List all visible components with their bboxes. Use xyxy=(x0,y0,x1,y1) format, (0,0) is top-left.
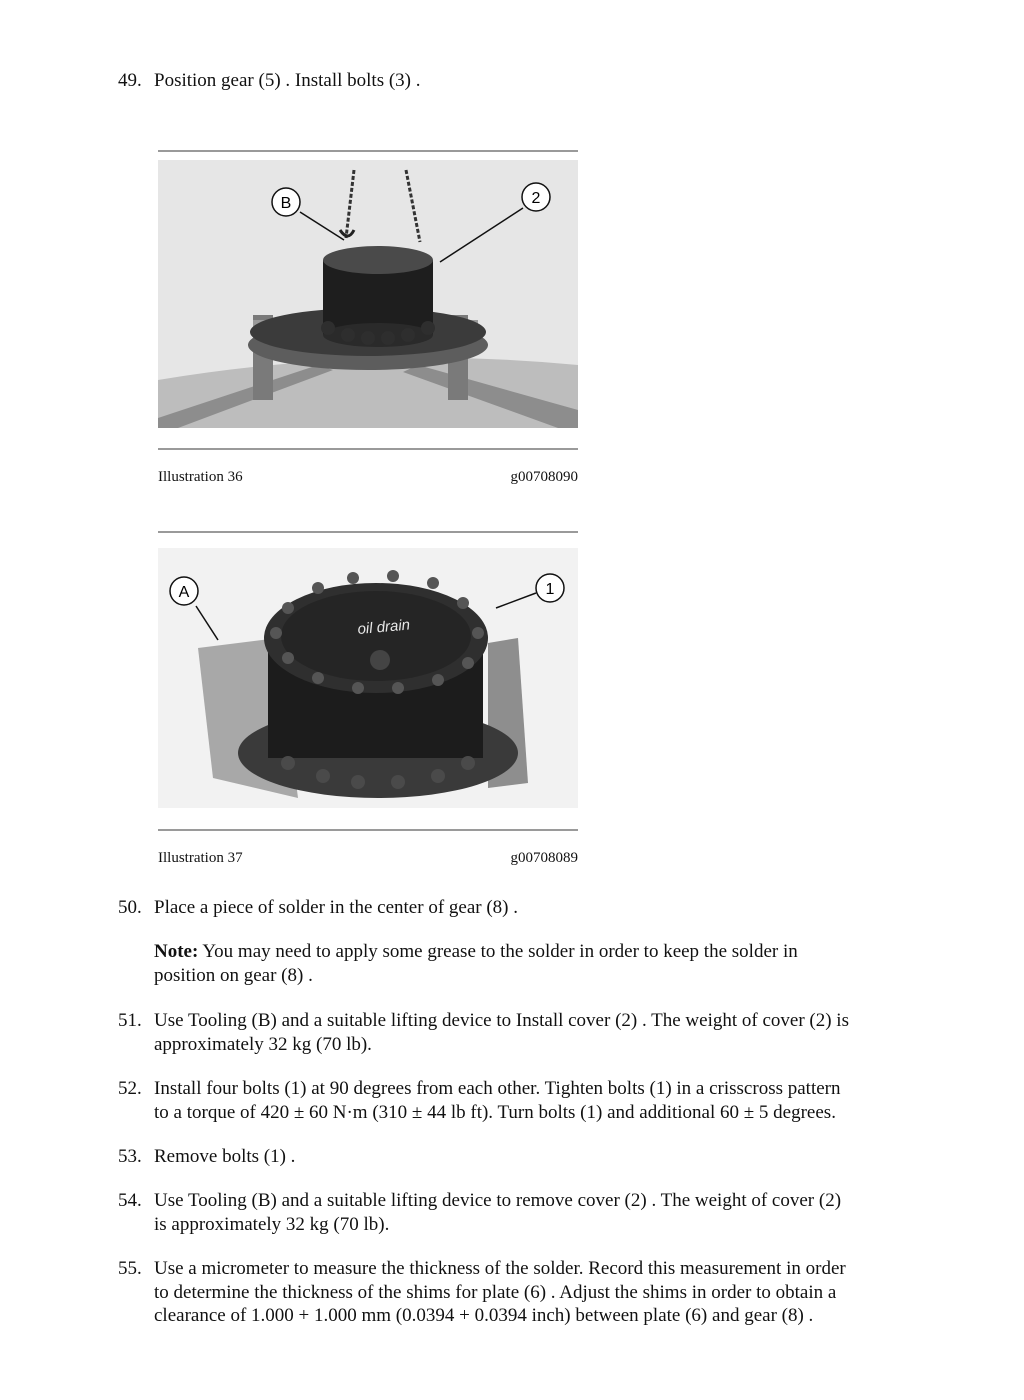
step-52 xyxy=(118,1077,918,1124)
step-text: Remove bolts (1) . xyxy=(154,1146,296,1167)
step-number: 54. xyxy=(118,1190,142,1211)
step-line: Use Tooling (B) and a suitable lifting device to Install cover (2) . The weight of cover (2) is xyxy=(154,1010,849,1031)
step-text xyxy=(154,1077,918,1124)
note xyxy=(154,940,914,987)
step-53 xyxy=(118,1145,918,1169)
step-line: Use Tooling (B) and a suitable lifting device to remove cover (2) . The weight of cover (2) xyxy=(154,1190,842,1211)
step-50 xyxy=(118,896,918,920)
step-line: Install four bolts (1) at 90 degrees from each other. Tighten bolts (1) in a crisscross pattern xyxy=(154,1078,841,1099)
illustration-id: g00708089 xyxy=(510,850,578,866)
step-51 xyxy=(118,1009,918,1056)
step-number: 52. xyxy=(118,1078,142,1099)
step-number: 50. xyxy=(118,897,142,918)
illustration-bottom-rule xyxy=(158,448,578,450)
step-text: Position gear (5) . Install bolts (3) . xyxy=(154,70,421,91)
step-text xyxy=(154,1257,918,1328)
illustration-bottom-rule xyxy=(158,829,578,831)
step-line: Use a micrometer to measure the thickness of the solder. Record this measurement in order xyxy=(154,1258,846,1279)
oil-drain-marking: oil drain xyxy=(356,616,411,638)
step-number: 53. xyxy=(118,1146,142,1167)
step-line: is approximately 32 kg (70 lb). xyxy=(154,1213,390,1235)
illustration-label: Illustration 36 xyxy=(158,469,243,485)
step-text: Place a piece of solder in the center of gear (8) . xyxy=(154,897,518,918)
note-text: You may need to apply some grease to the solder in order to keep the solder in xyxy=(198,941,798,962)
callout-a: A xyxy=(178,584,190,601)
illustration-top-rule xyxy=(158,150,578,152)
step-number: 49. xyxy=(118,70,142,91)
illustration-37-photo xyxy=(158,548,578,808)
note-text: position on gear (8) . xyxy=(154,964,313,986)
note-label: Note: xyxy=(154,941,199,962)
callout-1: 1 xyxy=(545,581,555,598)
callout-b: B xyxy=(280,195,292,212)
illustration-id: g00708090 xyxy=(510,469,578,485)
callout-2: 2 xyxy=(531,190,541,207)
illustration-top-rule xyxy=(158,531,578,533)
step-text xyxy=(154,1009,918,1056)
step-line: approximately 32 kg (70 lb). xyxy=(154,1033,372,1055)
step-line: clearance of 1.000 + 1.000 mm (0.0394 + 0.0394 inch) between plate (6) and gear (8) . xyxy=(154,1305,814,1326)
step-line: to a torque of 420 ± 60 N·m (310 ± 44 lb ft). Turn bolts (1) and additional 60 ± 5 degrees. xyxy=(154,1101,836,1123)
step-55 xyxy=(118,1257,918,1328)
step-number: 51. xyxy=(118,1010,142,1031)
illustration-36-photo xyxy=(158,160,578,428)
step-text xyxy=(154,1189,918,1236)
step-49 xyxy=(118,69,918,93)
step-line: to determine the thickness of the shims for plate (6) . Adjust the shims in order to obtain a xyxy=(154,1281,837,1303)
step-54 xyxy=(118,1189,918,1236)
illustration-label: Illustration 37 xyxy=(158,850,243,866)
step-number: 55. xyxy=(118,1258,142,1279)
